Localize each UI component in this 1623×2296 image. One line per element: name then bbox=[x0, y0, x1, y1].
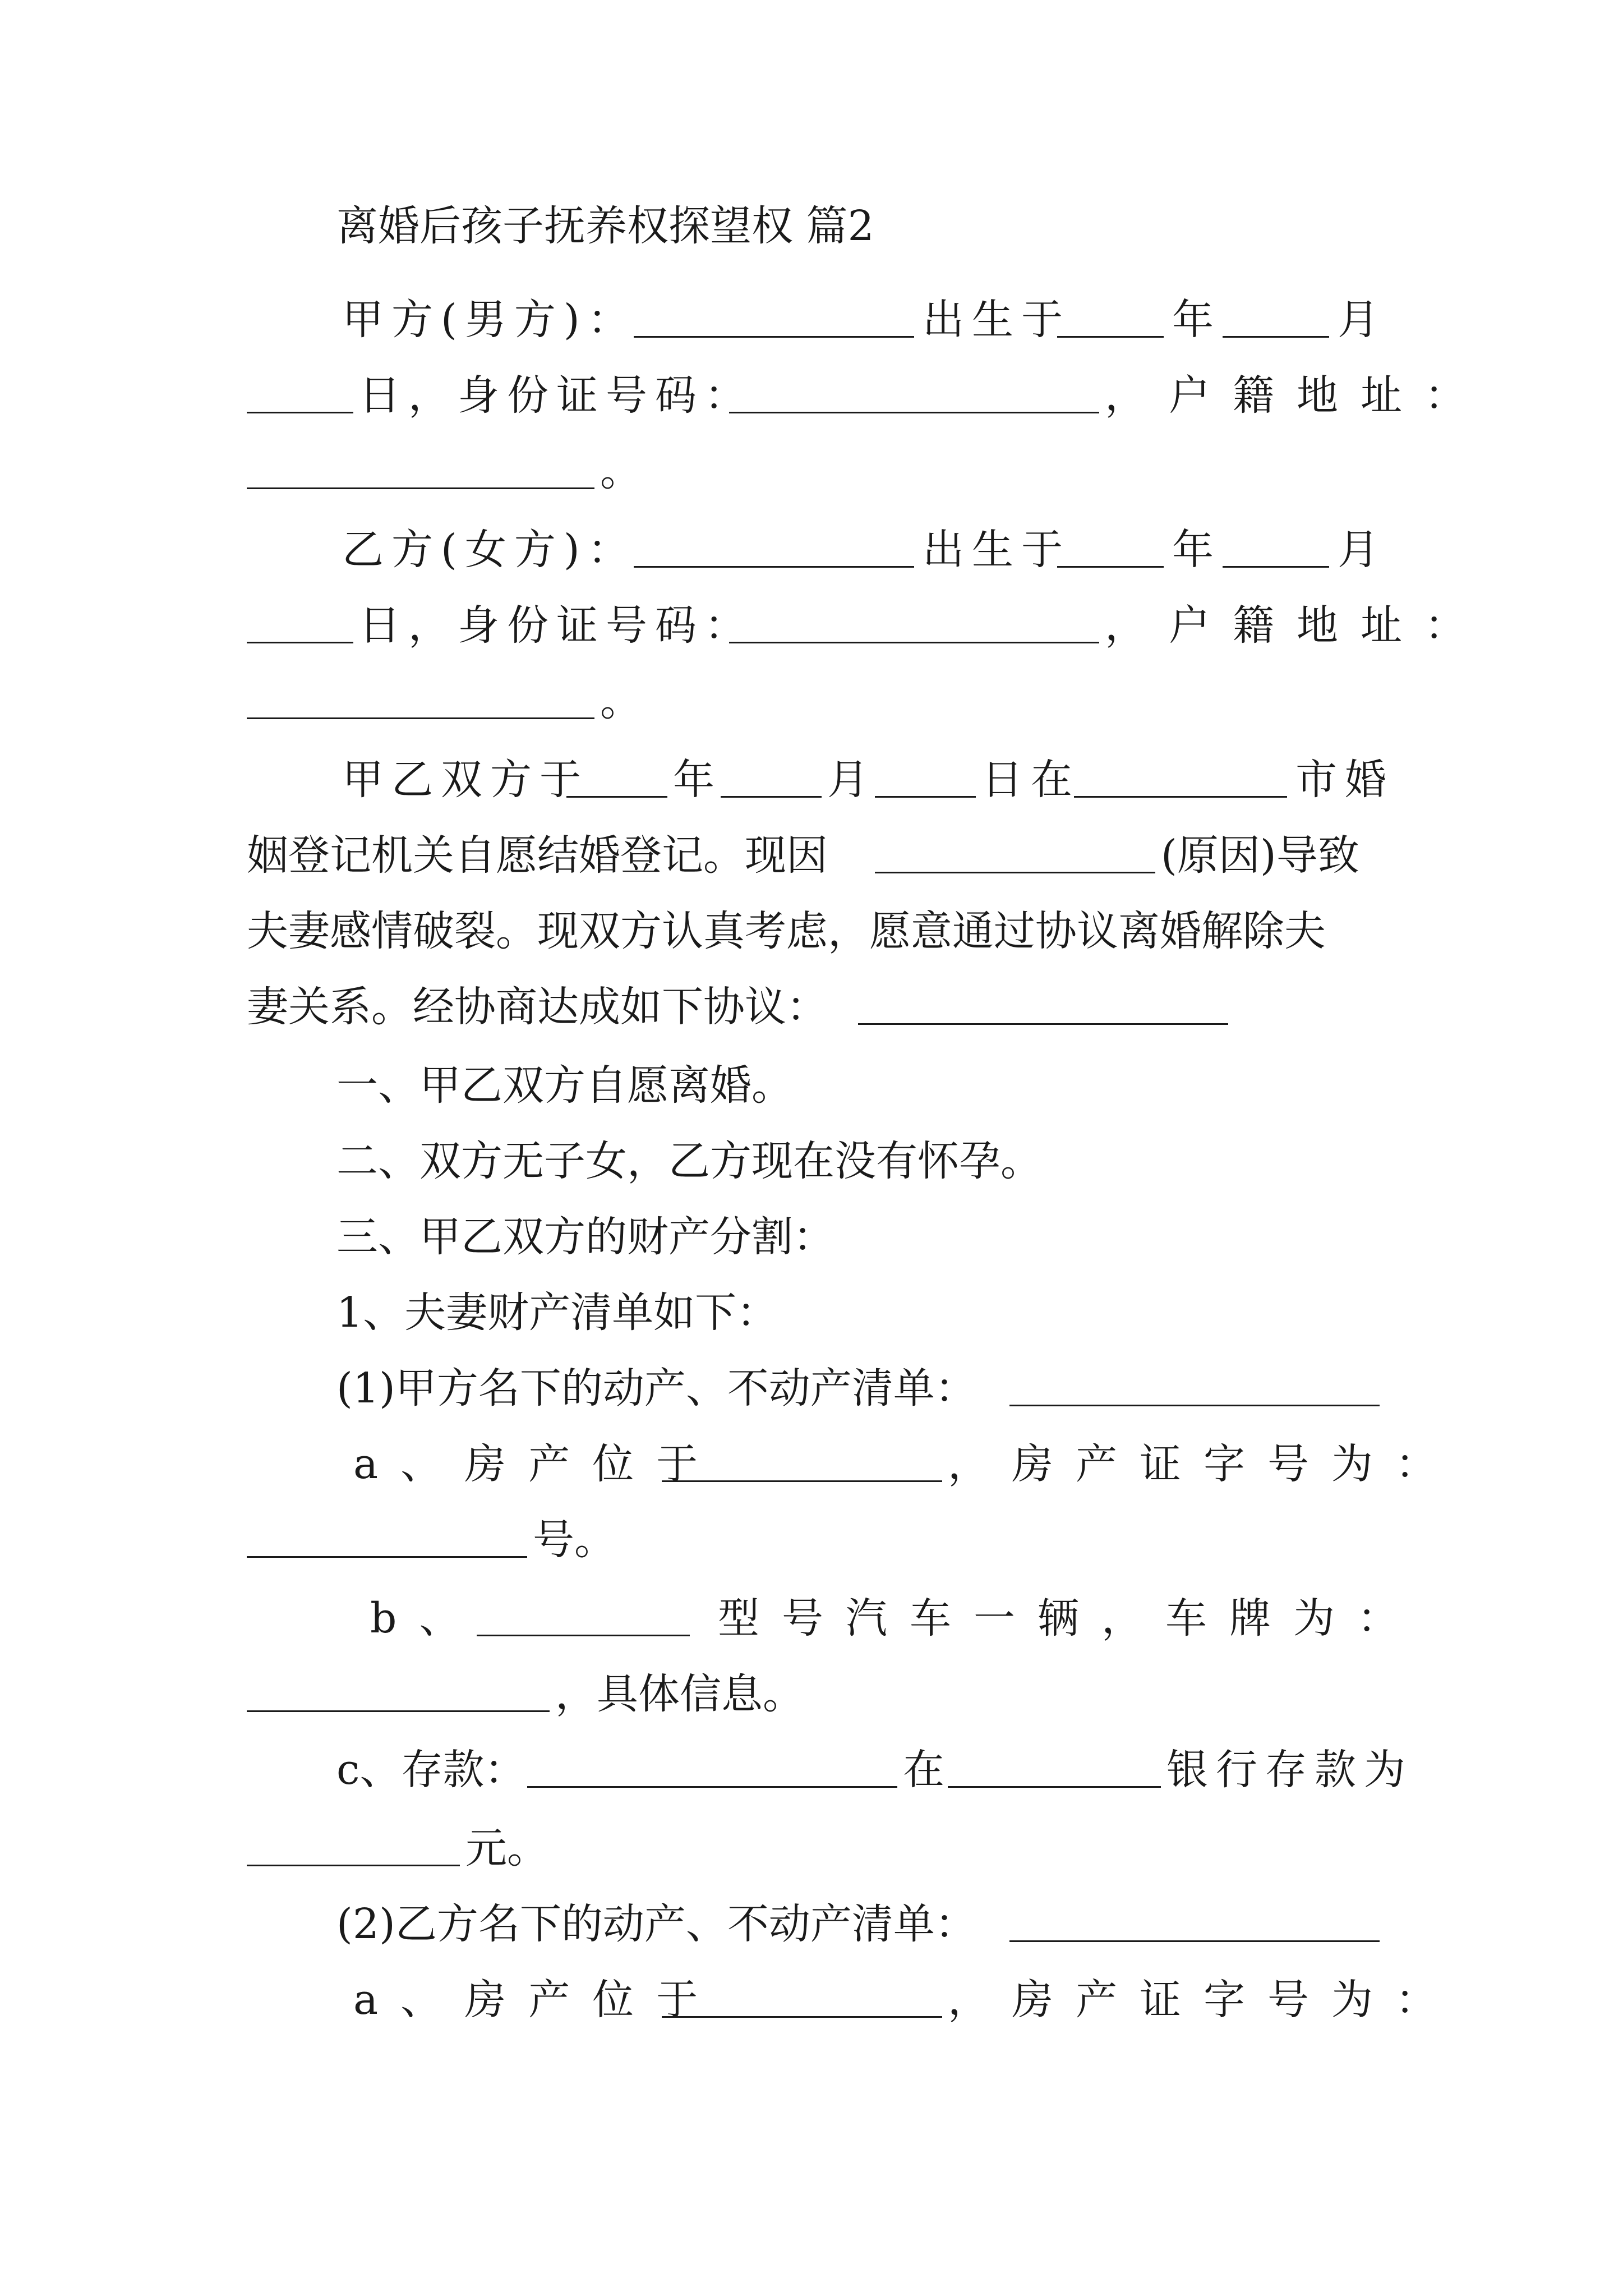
party-b-month: 月 bbox=[1338, 526, 1379, 574]
party-a-name-blank bbox=[634, 289, 914, 338]
party-a-deposit-blank bbox=[527, 1739, 897, 1788]
party-a-car-plate-line bbox=[0, 1663, 1623, 1725]
party-a-address-blank bbox=[247, 440, 594, 489]
party-a-house-cert: ，房产证字号为： bbox=[948, 1440, 1459, 1488]
marriage-city-blank bbox=[1074, 749, 1287, 798]
party-a-deposit-line bbox=[0, 1739, 1623, 1801]
marriage-line2-text: 姻登记机关自愿结婚登记。现因 bbox=[247, 831, 828, 880]
party-a-line-3 bbox=[0, 440, 1623, 502]
party-a-day-id: 日，身份证号码： bbox=[359, 371, 754, 420]
party-b-year-blank bbox=[1057, 519, 1164, 568]
party-a-month: 月 bbox=[1338, 296, 1379, 344]
clause-two-line bbox=[0, 1130, 1623, 1192]
clause-two: 二、双方无子女，乙方现在没有怀孕。 bbox=[336, 1137, 1042, 1185]
marriage-line-2 bbox=[0, 825, 1623, 886]
party-a-id-blank bbox=[729, 365, 1099, 413]
party-b-line-2 bbox=[0, 595, 1623, 656]
party-a-car-text: 型号汽车一辆，车牌为： bbox=[718, 1594, 1421, 1642]
party-b-id-blank bbox=[729, 595, 1099, 643]
party-a-house-end: 号。 bbox=[533, 1516, 616, 1564]
marriage-year-blank bbox=[566, 749, 667, 798]
party-b-assets-line bbox=[0, 1893, 1623, 1955]
party-a-month-blank bbox=[1223, 289, 1329, 338]
property-list: 1、夫妻财产清单如下： bbox=[336, 1289, 778, 1337]
party-a-year-blank bbox=[1057, 289, 1164, 338]
party-b-address: ，户籍地址： bbox=[1105, 601, 1488, 650]
marriage-prefix: 甲乙双方于 bbox=[342, 756, 589, 804]
marriage-line-3 bbox=[0, 900, 1623, 962]
party-a-line-1 bbox=[0, 289, 1623, 351]
agreement-blank bbox=[858, 976, 1228, 1025]
party-a-amount-blank bbox=[247, 1818, 460, 1866]
party-a-assets-line bbox=[0, 1358, 1623, 1419]
marriage-day-at: 日在 bbox=[981, 756, 1080, 804]
marriage-line-1 bbox=[0, 749, 1623, 811]
party-b-assets-blank bbox=[1009, 1893, 1380, 1942]
party-a-deposit-bank: 银行存款为 bbox=[1166, 1746, 1413, 1794]
party-a-year: 年 bbox=[1172, 296, 1214, 344]
party-b-house-location: a、房产位于 bbox=[353, 1976, 721, 2024]
party-a-car-line bbox=[0, 1588, 1623, 1649]
party-a-house-location: a、房产位于 bbox=[353, 1440, 721, 1488]
clause-one-line bbox=[0, 1055, 1623, 1116]
clause-one: 一、甲乙双方自愿离婚。 bbox=[336, 1061, 793, 1110]
party-a-plate-blank bbox=[247, 1663, 550, 1712]
title-line bbox=[0, 195, 1623, 257]
party-b-label: 乙方(女方)： bbox=[342, 526, 637, 574]
marriage-reason: (原因)导致 bbox=[1161, 831, 1359, 880]
marriage-year: 年 bbox=[673, 756, 714, 804]
party-a-car-prefix: b、 bbox=[370, 1594, 483, 1642]
party-a-deposit-end: 元。 bbox=[465, 1824, 548, 1872]
party-a-assets-heading: (1)甲方名下的动产、不动产清单： bbox=[336, 1364, 976, 1412]
party-a-born: 出生于 bbox=[923, 296, 1071, 344]
marriage-line3-text: 夫妻感情破裂。现双方认真考虑，愿意通过协议离婚解除夫 bbox=[247, 907, 1326, 955]
party-b-year: 年 bbox=[1172, 526, 1214, 574]
marriage-line4-text: 妻关系。经协商达成如下协议： bbox=[247, 983, 828, 1031]
marriage-month-blank bbox=[721, 749, 822, 798]
page-title: 离婚后孩子抚养权探望权 篇2 bbox=[336, 202, 874, 250]
party-b-end: 。 bbox=[600, 677, 642, 725]
marriage-reason-blank bbox=[875, 825, 1155, 873]
party-a-deposit-at: 在 bbox=[903, 1746, 944, 1794]
party-a-house-line bbox=[0, 1433, 1623, 1495]
party-b-line-3 bbox=[0, 670, 1623, 732]
party-a-bank-blank bbox=[948, 1739, 1161, 1788]
party-b-house-line bbox=[0, 1969, 1623, 2031]
party-b-day-id: 日，身份证号码： bbox=[359, 601, 754, 650]
party-a-label: 甲方(男方)： bbox=[342, 296, 637, 344]
marriage-month: 月 bbox=[827, 756, 869, 804]
party-b-house-cert: ，房产证字号为： bbox=[948, 1976, 1459, 2024]
party-a-car-model-blank bbox=[477, 1588, 690, 1636]
party-a-line-2 bbox=[0, 365, 1623, 426]
party-b-line-1 bbox=[0, 519, 1623, 581]
party-b-born: 出生于 bbox=[923, 526, 1071, 574]
party-b-month-blank bbox=[1223, 519, 1329, 568]
property-list-line bbox=[0, 1282, 1623, 1343]
clause-three: 三、甲乙双方的财产分割： bbox=[336, 1213, 834, 1261]
party-b-day-blank bbox=[247, 595, 353, 643]
party-b-assets-heading: (2)乙方名下的动产、不动产清单： bbox=[336, 1900, 976, 1948]
party-a-deposit-prefix: c、存款： bbox=[336, 1746, 526, 1794]
party-a-cert-blank bbox=[247, 1509, 527, 1558]
marriage-city: 市婚 bbox=[1295, 756, 1394, 804]
party-a-end: 。 bbox=[600, 447, 642, 495]
party-a-car-end: ，具体信息。 bbox=[555, 1670, 804, 1718]
party-a-house-blank bbox=[662, 1433, 942, 1482]
marriage-line-4 bbox=[0, 976, 1623, 1038]
clause-three-line bbox=[0, 1206, 1623, 1268]
party-b-address-blank bbox=[247, 670, 594, 719]
party-b-house-blank bbox=[662, 1969, 942, 2018]
marriage-day-blank bbox=[875, 749, 976, 798]
party-a-deposit-amount-line bbox=[0, 1818, 1623, 1879]
party-a-house-no-line bbox=[0, 1509, 1623, 1571]
party-a-assets-blank bbox=[1009, 1358, 1380, 1406]
party-b-name-blank bbox=[634, 519, 914, 568]
party-a-address: ，户籍地址： bbox=[1105, 371, 1488, 420]
party-a-day-blank bbox=[247, 365, 353, 413]
